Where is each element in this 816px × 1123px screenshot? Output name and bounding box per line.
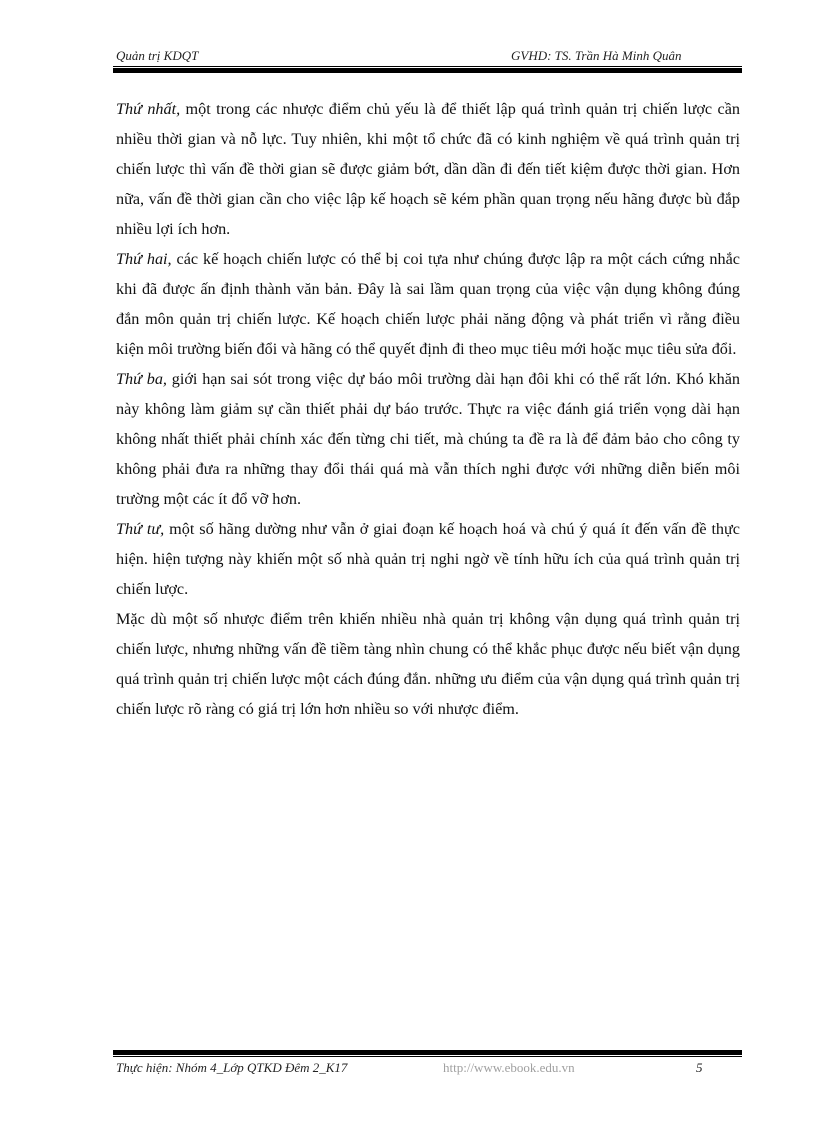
header-advisor: GVHD: TS. Trần Hà Minh Quân (511, 48, 682, 63)
page-footer (113, 1060, 742, 1078)
footer-author: Thực hiện: Nhóm 4_Lớp QTKD Đêm 2_K17 (116, 1060, 348, 1075)
paragraph-2 (116, 244, 740, 364)
paragraph-text: các kế hoạch chiến lược có thể bị coi tựa như chúng được lập ra một cách cứng nhắc khi đã được ấn định thành văn bản. Đây là sai lầm quan trọng của việc vận dụng không đúng đắn môn quản trị chiến lược. Kế hoạch chiến lược phải năng động và phát triển vì rằng điều kiện môi trường biến đổi và hãng có thể quyết định đi theo mục tiêu mới hoặc mục tiêu sửa đổi. (116, 250, 740, 358)
paragraph-lead: Thứ tư, (116, 520, 165, 538)
paragraph-lead: Thứ nhất, (116, 100, 181, 118)
footer-rule (113, 1050, 742, 1055)
header-course: Quản trị KDQT (116, 48, 199, 63)
page-number: 5 (696, 1060, 703, 1075)
paragraph-3 (116, 364, 740, 514)
paragraph-lead: Thứ hai, (116, 250, 172, 268)
paragraph-text: giới hạn sai sót trong việc dự báo môi trường dài hạn đôi khi có thể rất lớn. Khó khăn này không làm giảm sự cần thiết phải dự báo trước. Thực ra việc đánh giá triển vọng dài hạn không nhất thiết phải chính xác đến từng chi tiết, mà chúng ta đề ra là để đảm bảo cho công ty không phải đưa ra những thay đổi thái quá mà vẫn thích nghi được với những diễn biến môi trường một các ít đổ vỡ hơn. (116, 370, 740, 508)
paragraph-1 (116, 94, 740, 244)
page-header (113, 48, 742, 66)
footer-url[interactable]: http://www.ebook.edu.vn (443, 1060, 575, 1075)
paragraph-5 (116, 604, 740, 724)
paragraph-text: một số hãng dường như vẫn ở giai đoạn kế hoạch hoá và chú ý quá ít đến vấn đề thực hiện. hiện tượng này khiến một số nhà quản trị nghi ngờ về tính hữu ích của quá trình quản trị chiến lược. (116, 520, 740, 598)
header-rule-thin (113, 66, 742, 67)
footer-rule-thin (113, 1056, 742, 1057)
paragraph-4 (116, 514, 740, 604)
header-rule (113, 68, 742, 73)
document-body (116, 94, 740, 724)
paragraph-text: một trong các nhược điểm chủ yếu là để thiết lập quá trình quản trị chiến lược cần nhiều thời gian và nỗ lực. Tuy nhiên, khi một tổ chức đã có kinh nghiệm về quá trình quản trị chiến lược thì vấn đề thời gian sẽ được giảm bớt, dần dần đi đến tiết kiệm được thời gian. Hơn nữa, vấn đề thời gian cần cho việc lập kế hoạch sẽ kém phần quan trọng nếu hãng được bù đắp nhiều lợi ích hơn. (116, 100, 740, 238)
paragraph-lead: Thứ ba, (116, 370, 167, 388)
paragraph-text: Mặc dù một số nhược điểm trên khiến nhiều nhà quản trị không vận dụng quá trình quản trị chiến lược, nhưng những vấn đề tiềm tàng nhìn chung có thể khắc phục được nếu biết vận dụng quá trình quản trị chiến lược một cách đúng đắn. những ưu điểm của vận dụng quá trình quản trị chiến lược rõ ràng có giá trị lớn hơn nhiều so với nhược điểm. (116, 610, 740, 718)
